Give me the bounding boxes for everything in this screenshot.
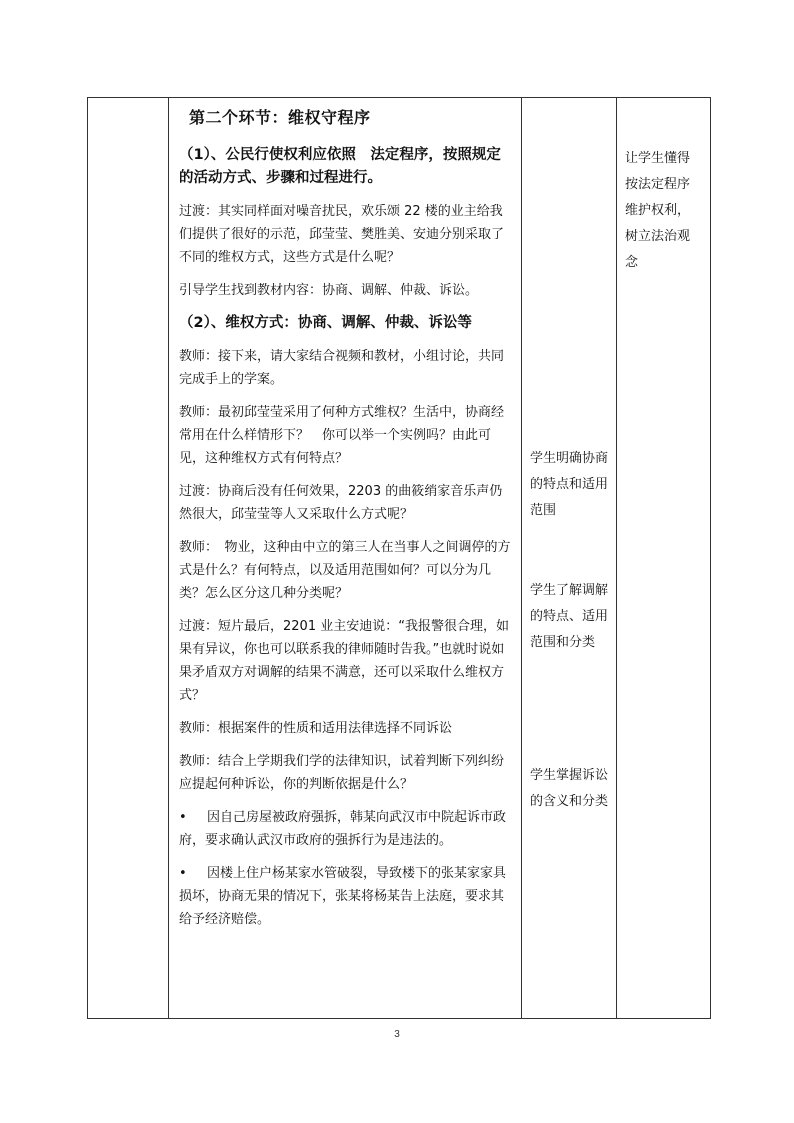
page-number: 3	[394, 1029, 400, 1040]
teaching-process-cell	[169, 98, 522, 1019]
student-activity-2: 学生了解调解的特点、适用范围和分类	[530, 583, 609, 650]
point1-heading: （1）、公民行使权利应依照 法定程序，按照规定的活动方式、步骤和过程进行。	[179, 147, 501, 186]
transition-paragraph-1: 过渡：其实同样面对噪音扰民，欢乐颂 22 楼的业主给我们提供了很好的示范，邱莹莹、樊胜美、安迪分别采取了不同的维权方式，这些方式是什么呢？	[179, 204, 505, 265]
transition-paragraph-2: 过渡：协商后没有任何效果，2203 的曲筱绡家音乐声仍然很大，邱莹莹等人又采取什么方式呢？	[179, 484, 503, 522]
teacher-paragraph-2: 教师：最初邱莹莹采用了何种方式维权？生活中，协商经常用在什么样情形下？ 你可以举一个实例吗？由此可见，这种维权方式有何特点？	[179, 405, 505, 466]
teacher-paragraph-1: 教师：接下来，请大家结合视频和教材，小组讨论，共同完成手上的学案。	[179, 349, 505, 387]
case-item-2	[179, 862, 511, 931]
teacher-paragraph-4: 教师：根据案件的性质和适用法律选择不同诉讼	[179, 721, 453, 736]
bullet-icon: •	[179, 866, 187, 881]
design-intent-cell	[617, 98, 711, 1019]
stage-column-cell	[88, 98, 169, 1019]
case-text-1: 因自己房屋被政府强拆，韩某向武汉市中院起诉市政府，要求确认武汉市政府的强拆行为是违法的。	[179, 810, 507, 848]
student-activity-3: 学生掌握诉讼的含义和分类	[530, 768, 609, 809]
case-item-1	[179, 806, 511, 852]
section-title: 第二个环节：维权守程序	[189, 108, 371, 127]
design-intent-text: 让学生懂得按法定程序维护权利，树立法治观念	[625, 151, 691, 270]
teacher-paragraph-3: 教师： 物业，这种由中立的第三人在当事人之间调停的方式是什么？有何特点，以及适用范围如何？可以分为几类？怎么区分这几种分类呢？	[179, 540, 511, 601]
teacher-paragraph-5: 教师：结合上学期我们学的法律知识，试着判断下列纠纷应提起何种诉讼，你的判断依据是什么？	[179, 754, 505, 792]
guide-paragraph: 引导学生找到教材内容：协商、调解、仲裁、诉讼。	[179, 283, 479, 298]
case-text-2: 因楼上住户杨某家水管破裂，导致楼下的张某家家具损坏，协商无果的情况下，张某将杨某告上法庭，要求其给予经济赔偿。	[179, 866, 507, 927]
transition-paragraph-3: 过渡：短片最后，2201 业主安迪说：“我报警很合理，如果有异议，你也可以联系我的律师随时告我。”也就时说如果矛盾双方对调解的结果不满意，还可以采取什么维权方式？	[179, 619, 509, 703]
student-activity-1: 学生明确协商的特点和适用范围	[530, 451, 609, 518]
lesson-plan-table	[87, 97, 711, 1019]
bullet-icon: •	[179, 810, 187, 825]
point2-heading: （2）、维权方式：协商、调解、仲裁、诉讼等	[179, 315, 472, 331]
student-activity-cell	[522, 98, 617, 1019]
